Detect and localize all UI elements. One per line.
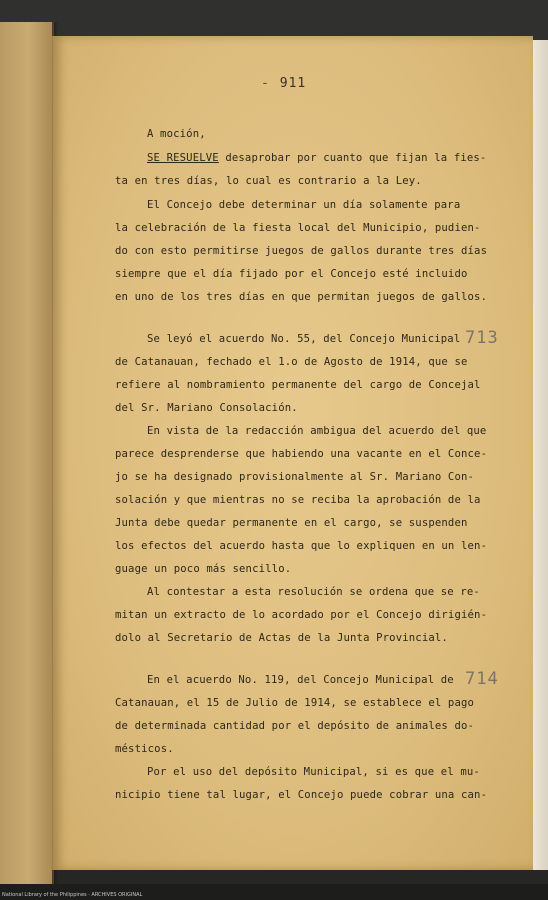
text-line: Al contestar a esta resolución se ordena que se re- [147,586,480,598]
page-number: - 911 [263,76,323,91]
text-line: Junta debe quedar permanente en el cargo, se suspenden [115,517,468,529]
text-line: parece desprenderse que habiendo una vacante en el Conce- [115,448,488,460]
text-line: de determinada cantidad por el depósito de animales do- [115,720,475,732]
text-line: nicipio tiene tal lugar, el Concejo puede cobrar una can- [115,789,488,801]
resolution-heading: SE RESUELVE [147,152,219,164]
text-line: Se leyó el acuerdo No. 55, del Concejo Municipal [147,333,461,345]
text-line: mitan un extracto de lo acordado por el Concejo dirigién- [115,609,488,621]
text-line: Por el uso del depósito Municipal, si es que el mu- [147,766,480,778]
text-line: guage un poco más sencillo. [115,563,292,575]
background-paper-strip [532,40,548,870]
text-span: desaprobar por cuanto que fijan la fies- [218,152,487,164]
text-line: mésticos. [115,743,174,755]
document-page [52,36,533,870]
text-line: del Sr. Mariano Consolación. [115,402,298,414]
text-line: En vista de la redacción ambigua del acuerdo del que [147,425,487,437]
previous-page-edge [0,22,54,884]
text-line: Catanauan, el 15 de Julio de 1914, se establece el pago [115,697,475,709]
margin-number: 714 [465,669,499,689]
text-line: solación y que mientras no se reciba la aprobación de la [115,494,481,506]
text-line: do con esto permitirse juegos de gallos durante tres días [115,245,488,257]
text-line: refiere al nombramiento permanente del cargo de Concejal [115,379,481,391]
text-line: A moción, [147,128,206,140]
archive-footer: National Library of the Philippines · ARCHIVES ORIGINAL [2,892,143,898]
text-line: la celebración de la fiesta local del Municipio, pudien- [115,222,481,234]
text-line: en uno de los tres días en que permitan juegos de gallos. [115,291,488,303]
text-line: En el acuerdo No. 119, del Concejo Municipal de [147,674,454,686]
text-line [147,152,486,164]
text-line: jo se ha designado provisionalmente al Sr. Mariano Con- [115,471,475,483]
margin-number: 713 [465,328,499,348]
text-line: ta en tres días, lo cual es contrario a la Ley. [115,175,422,187]
text-line: dolo al Secretario de Actas de la Junta Provincial. [115,632,448,644]
text-line: El Concejo debe determinar un día solamente para [147,199,461,211]
text-line: siempre que el día fijado por el Concejo esté incluido [115,268,468,280]
text-line: los efectos del acuerdo hasta que lo expliquen en un len- [115,540,488,552]
text-line: de Catanauan, fechado el 1.o de Agosto de 1914, que se [115,356,468,368]
